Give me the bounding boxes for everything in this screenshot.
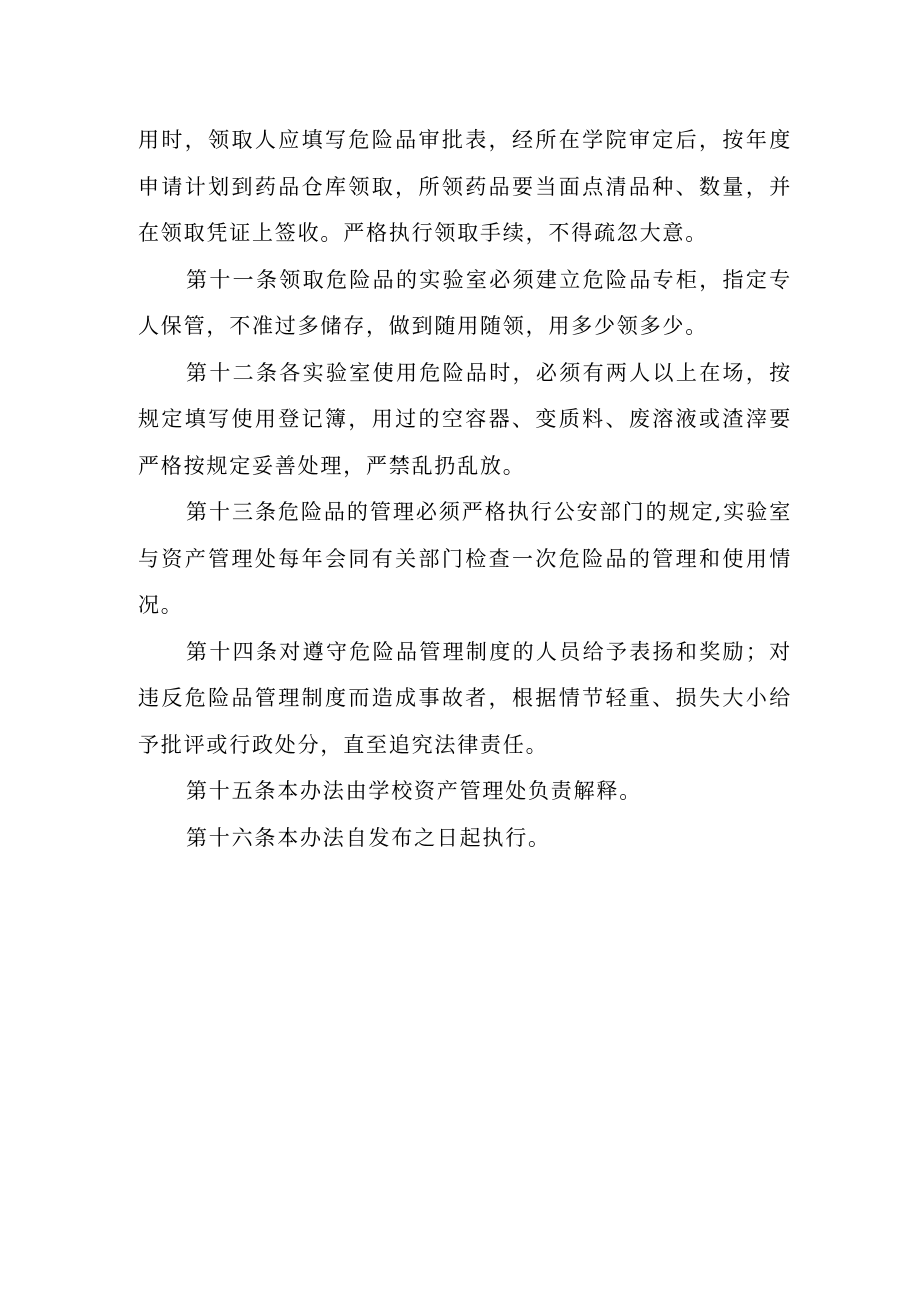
article-14-paragraph: 第十四条对遵守危险品管理制度的人员给予表扬和奖励；对违反危险品管理制度而造成事故者，根据情节轻重、损失大小给予批评或行政处分，直至追究法律责任。: [138, 639, 792, 757]
article-13-paragraph: 第十三条危险品的管理必须严格执行公安部门的规定,实验室与资产管理处每年会同有关部门检查一次危险品的管理和使用情况。: [138, 500, 792, 617]
article-16-paragraph: 第十六条本办法自发布之日起执行。: [186, 825, 551, 850]
document-page: [138, 117, 792, 861]
continuation-paragraph: 用时，领取人应填写危险品审批表，经所在学院审定后，按年度申请计划到药品仓库领取，所领药品要当面点清品种、数量，并在领取凭证上签收。严格执行领取手续，不得疏忽大意。: [138, 128, 792, 245]
article-15-paragraph: 第十五条本办法由学校资产管理处负责解释。: [186, 779, 642, 803]
article-12-paragraph: 第十二条各实验室使用危险品时，必须有两人以上在场，按规定填写使用登记簿，用过的空容器、变质料、废溶液或渣滓要严格按规定妥善处理，严禁乱扔乱放。: [138, 360, 792, 478]
article-11-paragraph: 第十一条领取危险品的实验室必须建立危险品专柜，指定专人保管，不准过多储存，做到随用随领，用多少领多少。: [138, 267, 792, 338]
